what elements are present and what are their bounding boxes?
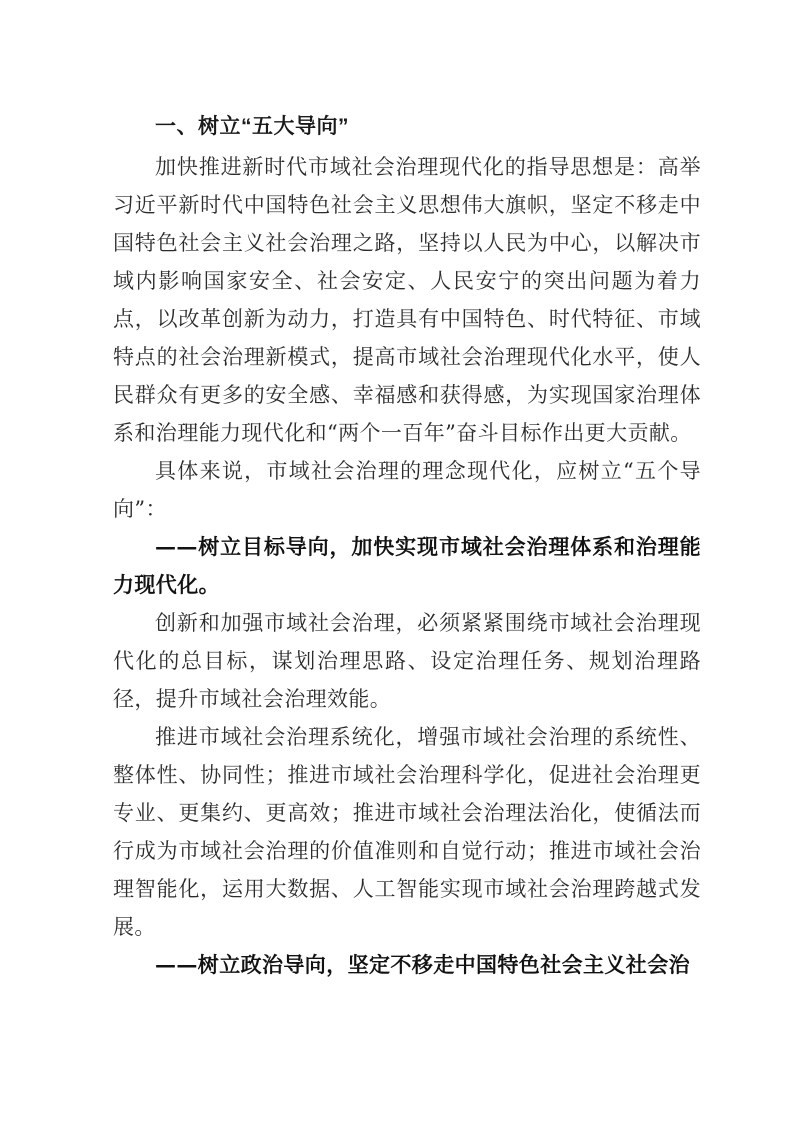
paragraph-five-orientations-intro: 具体来说，市域社会治理的理念现代化，应树立“五个导向”： [113, 459, 701, 521]
section-heading: 一、树立“五大导向” [155, 115, 349, 138]
paragraph-systematize-governance: 推进市域社会治理系统化，增强市域社会治理的系统性、整体性、协同性；推进市域社会治理科学化，促进社会治理更专业、更集约、更高效；推进市域社会治理法治化，使循法而行成为市域社会治理的价值准则和自觉行动；推进市域社会治理智能化，运用大数据、人工智能实现市域社会治理跨越式发展。 [113, 725, 701, 939]
subheading-political-orientation: ——树立政治导向，坚定不移走中国特色社会主义社会治 [155, 952, 690, 977]
document-text-column [113, 108, 701, 984]
paragraph-innovation-strengthen: 创新和加强市域社会治理，必须紧紧围绕市域社会治理现代化的总目标，谋划治理思路、设定治理任务、规划治理路径，提升市域社会治理效能。 [113, 611, 701, 711]
paragraph-guiding-thought: 加快推进新时代市域社会治理现代化的指导思想是：高举习近平新时代中国特色社会主义思想伟大旗帜，坚定不移走中国特色社会主义社会治理之路，坚持以人民为中心，以解决市域内影响国家安全、社会安定、人民安宁的突出问题为着力点，以改革创新为动力，打造具有中国特色、时代特征、市域特点的社会治理新模式，提高市域社会治理现代化水平，使人民群众有更多的安全感、幸福感和获得感，为实现国家治理体系和治理能力现代化和“两个一百年”奋斗目标作出更大贡献。 [113, 155, 701, 445]
subheading-goal-orientation: ——树立目标导向，加快实现市域社会治理体系和治理能力现代化。 [113, 534, 701, 597]
